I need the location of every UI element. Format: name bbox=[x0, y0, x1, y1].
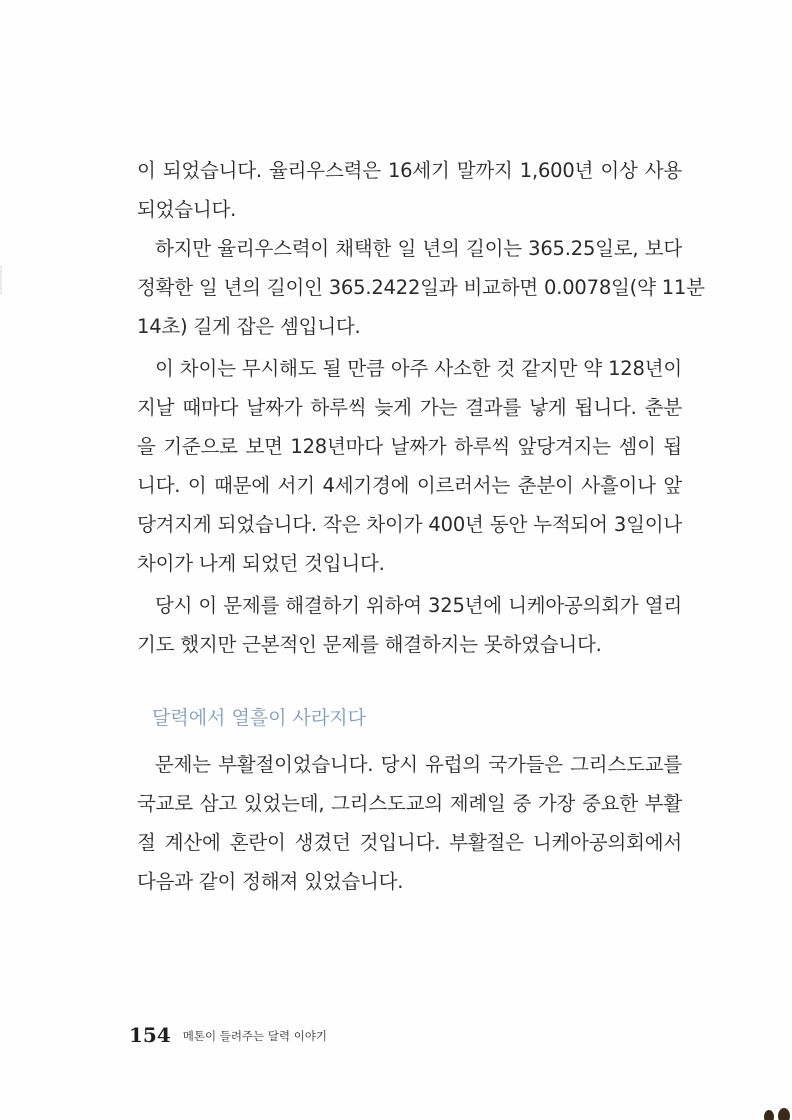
corner-smudge-decoration bbox=[758, 1100, 792, 1120]
page-footer bbox=[129, 1023, 327, 1047]
body-line: 니다. 이 때문에 서기 4세기경에 이르러서는 춘분이 사흘이나 앞 bbox=[137, 474, 682, 497]
page-edge-mark bbox=[0, 265, 2, 295]
body-line: 을 기준으로 보면 128년마다 날짜가 하루씩 앞당겨지는 셈이 됩 bbox=[137, 435, 682, 458]
section-heading: 달력에서 열흘이 사라지다 bbox=[152, 707, 366, 729]
body-line: 문제는 부활절이었습니다. 당시 유럽의 국가들은 그리스도교를 bbox=[155, 753, 682, 776]
body-line: 국교로 삼고 있었는데, 그리스도교의 제례일 중 가장 중요한 부활 bbox=[137, 792, 682, 815]
running-title: 메톤이 들려주는 달력 이야기 bbox=[182, 1029, 328, 1043]
body-line: 이 되었습니다. 율리우스력은 16세기 말까지 1,600년 이상 사용 bbox=[137, 159, 682, 182]
page-number: 154 bbox=[129, 1023, 171, 1047]
body-line: 다음과 같이 정해져 있었습니다. bbox=[137, 870, 404, 893]
body-line: 차이가 나게 되었던 것입니다. bbox=[137, 552, 385, 575]
body-line: 되었습니다. bbox=[137, 198, 237, 221]
body-line: 당겨지게 되었습니다. 작은 차이가 400년 동안 누적되어 3일이나 bbox=[137, 513, 682, 536]
body-line: 14초) 길게 잡은 셈입니다. bbox=[137, 315, 361, 338]
body-line: 기도 했지만 근본적인 문제를 해결하지는 못하였습니다. bbox=[137, 633, 602, 656]
body-line: 이 차이는 무시해도 될 만큼 아주 사소한 것 같지만 약 128년이 bbox=[155, 357, 682, 380]
body-line: 지날 때마다 날짜가 하루씩 늦게 가는 결과를 낳게 됩니다. 춘분 bbox=[137, 396, 682, 419]
body-line: 절 계산에 혼란이 생겼던 것입니다. 부활절은 니케아공의회에서 bbox=[137, 831, 682, 854]
body-line: 정확한 일 년의 길이인 365.2422일과 비교하면 0.0078일(약 11분 bbox=[137, 276, 705, 299]
body-line: 하지만 율리우스력이 채택한 일 년의 길이는 365.25일로, 보다 bbox=[155, 237, 682, 260]
body-line: 당시 이 문제를 해결하기 위하여 325년에 니케아공의회가 열리 bbox=[155, 594, 682, 617]
